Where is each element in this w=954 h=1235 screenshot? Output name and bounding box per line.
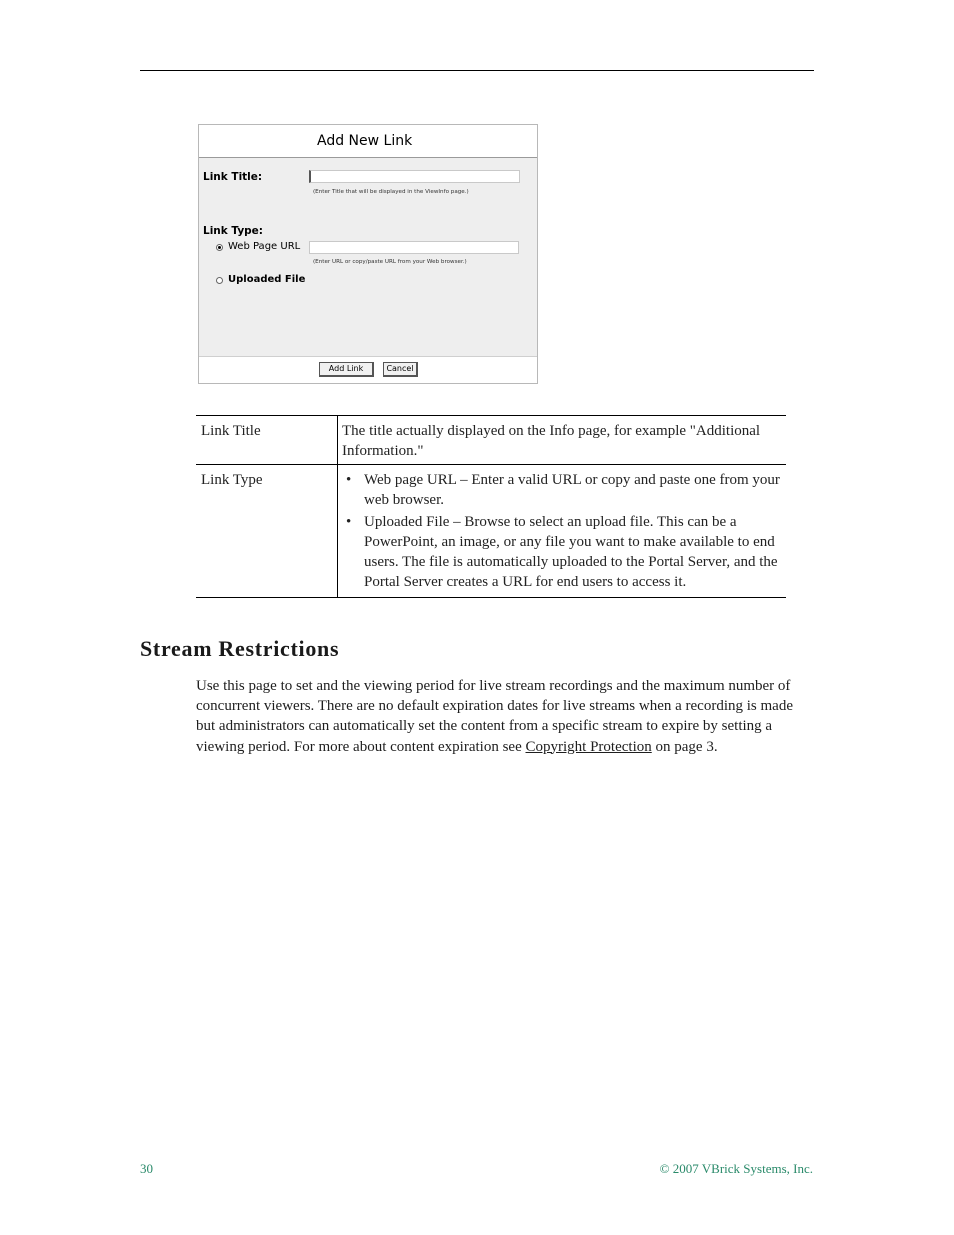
copyright-protection-link[interactable]: Copyright Protection [525,738,652,755]
link-title-hint: (Enter Title that will be displayed in the ViewInfo page.) [313,189,469,195]
list-item: • Uploaded File – Browse to select an upload file. This can be a PowerPoint, an image, or any file you want to make available to end users. The file is automatically uploaded to the Portal Server, and the Portal Server creates a URL for end users to access it. [342,512,782,592]
section-heading: Stream Restrictions [140,636,340,661]
dialog-footer [199,356,537,383]
description-cell [338,465,787,598]
web-page-url-radio[interactable] [216,244,223,251]
header-rule [140,70,814,71]
term-cell: Link Title [196,416,338,465]
add-new-link-dialog-screenshot [198,124,538,384]
link-title-label: Link Title: [203,171,263,183]
link-type-label: Link Type: [203,225,264,237]
table-row [196,465,786,598]
description-cell: The title actually displayed on the Info page, for example "Additional Information." [338,416,787,465]
add-link-button[interactable]: Add Link [319,362,374,377]
term-cell: Link Type [196,465,338,598]
paragraph-text: Use this page to set and the viewing period for live stream recordings and the maximum number of concurrent viewers. There are no default expiration dates for live streams when a recording is made but administrators can automatically set the content from a specific stream to expire by setting a viewing period. For more about content expiration see [196,678,793,755]
dialog-header [199,125,537,158]
uploaded-file-radio[interactable] [216,277,223,284]
paragraph-tail: on page 3. [655,738,718,755]
web-page-url-hint: (Enter URL or copy/paste URL from your Web browser.) [313,259,467,265]
uploaded-file-label: Uploaded File [228,274,306,285]
table-row [196,416,786,465]
dialog-title: Add New Link [317,133,413,149]
web-page-url-input[interactable] [309,241,519,254]
page-number: 30 [140,1161,153,1176]
field-definition-table [196,415,786,598]
web-page-url-label: Web Page URL [228,241,301,252]
bullet-list [342,470,782,592]
copyright-notice: © 2007 VBrick Systems, Inc. [659,1161,813,1176]
list-item: • Web page URL – Enter a valid URL or copy and paste one from your web browser. [342,470,782,510]
link-title-input[interactable] [309,170,520,183]
section-paragraph [196,676,810,757]
cancel-button[interactable]: Cancel [383,362,418,377]
